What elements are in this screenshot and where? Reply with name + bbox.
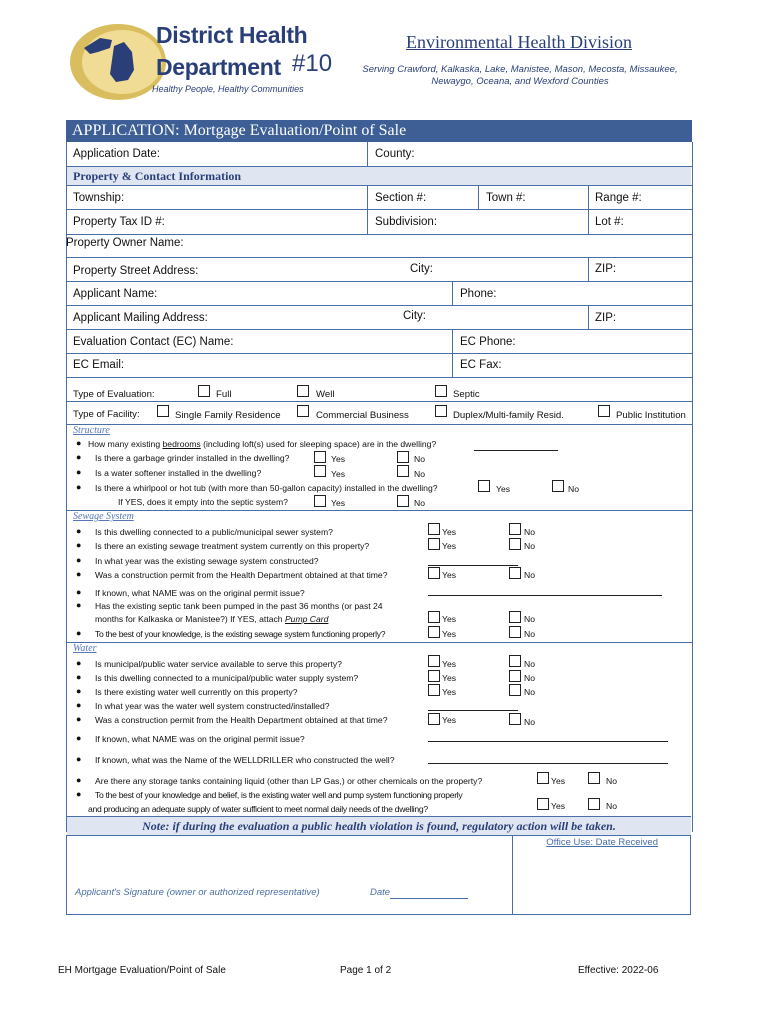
- sewage-q2-no-label: No: [524, 541, 535, 551]
- range-field[interactable]: Range #:: [595, 192, 642, 204]
- structure-q2-no-label: No: [414, 454, 425, 464]
- sewage-q7: To the best of your knowledge, is the existing sewage system functioning properly?: [95, 629, 386, 639]
- street-address-field[interactable]: Property Street Address:: [73, 265, 199, 277]
- eval-well-label: Well: [316, 389, 335, 400]
- sewage-q6a: Has the existing septic tank been pumped in the past 36 months (or past 24: [95, 601, 383, 611]
- logo-tagline: Healthy People, Healthy Communities: [152, 84, 304, 94]
- water-q9-no-checkbox[interactable]: [588, 798, 600, 810]
- footer-effective: Effective: 2022-06: [578, 965, 659, 976]
- eval-septic-label: Septic: [453, 389, 480, 400]
- water-q9-no-label: No: [606, 801, 617, 811]
- water-q8-yes-checkbox[interactable]: [537, 772, 549, 784]
- water-q3-no-checkbox[interactable]: [509, 684, 521, 696]
- violation-note: Note: if during the evaluation a public health violation is found, regulatory action will be taken.: [67, 816, 691, 836]
- structure-q3: Is a water softener installed in the dwelling?: [95, 468, 262, 478]
- sewage-q7-no-checkbox[interactable]: [509, 626, 521, 638]
- welldriller-line[interactable]: [428, 763, 668, 764]
- water-q5-no-checkbox[interactable]: [509, 713, 521, 725]
- water-q5-no-label: No: [524, 717, 535, 727]
- structure-q5-no-checkbox[interactable]: [397, 495, 409, 507]
- sewage-q1: Is this dwelling connected to a public/municipal sewer system?: [95, 527, 333, 537]
- owner-name-field[interactable]: Property Owner Name:: [66, 237, 184, 249]
- subdivision-field[interactable]: Subdivision:: [375, 216, 438, 228]
- division-title: Environmental Health Division: [406, 32, 632, 52]
- fac-duplex-label: Duplex/Multi-family Resid.: [453, 410, 564, 421]
- eval-full-label: Full: [216, 389, 232, 400]
- water-year-line[interactable]: [428, 710, 518, 711]
- water-q5-yes-label: Yes: [442, 715, 457, 725]
- sewage-q3: In what year was the existing sewage system constructed?: [95, 556, 319, 566]
- lot-field[interactable]: Lot #:: [595, 216, 624, 228]
- sewage-q6b: months for Kalkaska or Manistee?) If YES, attach Pump Card: [95, 614, 329, 624]
- water-q7: If known, what was the Name of the WELLDRILLER who constructed the well?: [95, 755, 395, 765]
- water-title: Water: [73, 643, 97, 654]
- water-q2-no-label: No: [524, 673, 535, 683]
- office-use-label: Office Use: Date Received: [546, 837, 658, 848]
- water-q2: Is this dwelling connected to a municipal/public water supply system?: [95, 673, 359, 683]
- ec-email-field[interactable]: EC Email:: [73, 359, 125, 371]
- sewage-q4-yes-checkbox[interactable]: [428, 567, 440, 579]
- fac-public-checkbox[interactable]: [598, 405, 610, 417]
- town-field[interactable]: Town #:: [486, 192, 526, 204]
- sewage-q7-no-label: No: [524, 629, 535, 639]
- zip2-field[interactable]: ZIP:: [595, 312, 617, 324]
- structure-q3-no-checkbox[interactable]: [397, 465, 409, 477]
- logo: [66, 18, 334, 102]
- sewage-q2: Is there an existing sewage treatment system currently on this property?: [95, 541, 370, 551]
- water-q5-yes-checkbox[interactable]: [428, 713, 440, 725]
- structure-q2-yes-checkbox[interactable]: [314, 451, 326, 463]
- section-field[interactable]: Section #:: [375, 192, 427, 204]
- applicant-name-field[interactable]: Applicant Name:: [73, 288, 158, 300]
- sewage-q1-no-checkbox[interactable]: [509, 523, 521, 535]
- logo-line1: District Health: [156, 22, 308, 48]
- serving-line1: Serving Crawford, Kalkaska, Lake, Manistee, Mason, Mecosta, Missaukee,: [362, 64, 678, 75]
- water-q2-yes-checkbox[interactable]: [428, 670, 440, 682]
- water-q3-yes-checkbox[interactable]: [428, 684, 440, 696]
- ec-phone-field[interactable]: EC Phone:: [460, 336, 516, 348]
- mailing-address-field[interactable]: Applicant Mailing Address:: [73, 312, 208, 324]
- structure-q1: How many existing bedrooms (including loft(s) used for sleeping space) are in the dwelling?: [88, 439, 437, 449]
- logo-line2: Department: [156, 54, 281, 80]
- structure-q4-no-checkbox[interactable]: [552, 480, 564, 492]
- sewage-q4-yes-label: Yes: [442, 570, 457, 580]
- sewage-q4: Was a construction permit from the Health Department obtained at that time?: [95, 570, 388, 580]
- structure-q5-yes-checkbox[interactable]: [314, 495, 326, 507]
- sewage-q6-no-checkbox[interactable]: [509, 611, 521, 623]
- eval-well-checkbox[interactable]: [297, 385, 309, 397]
- water-q5: Was a construction permit from the Health Department obtained at that time?: [95, 715, 388, 725]
- ec-fax-field[interactable]: EC Fax:: [460, 359, 502, 371]
- signature-label[interactable]: Applicant's Signature (owner or authorized representative): [75, 887, 320, 898]
- sewage-q4-no-checkbox[interactable]: [509, 567, 521, 579]
- date-line[interactable]: [390, 898, 468, 899]
- water-q8-no-checkbox[interactable]: [588, 772, 600, 784]
- zip-field[interactable]: ZIP:: [595, 263, 617, 275]
- structure-q5-no-label: No: [414, 498, 425, 508]
- structure-q3-yes-checkbox[interactable]: [314, 465, 326, 477]
- water-q1-yes-label: Yes: [442, 659, 457, 669]
- michigan-logo-icon: [66, 18, 166, 102]
- water-q9-yes-label: Yes: [551, 801, 566, 811]
- tax-id-field[interactable]: Property Tax ID #:: [73, 216, 165, 228]
- structure-q4: Is there a whirlpool or hot tub (with more than 50-gallon capacity) installed in the dwelling?: [95, 483, 438, 493]
- sewage-q2-yes-checkbox[interactable]: [428, 538, 440, 550]
- serving-line2: Newaygo, Oceana, and Wexford Counties: [431, 76, 609, 87]
- city-field[interactable]: City:: [410, 263, 433, 275]
- sewage-q7-yes-checkbox[interactable]: [428, 626, 440, 638]
- bedrooms-input-line[interactable]: [474, 450, 558, 451]
- city2-field[interactable]: City:: [403, 310, 426, 322]
- structure-q4-no-label: No: [568, 484, 579, 494]
- sewage-q2-yes-label: Yes: [442, 541, 457, 551]
- structure-q5-yes-label: Yes: [331, 498, 346, 508]
- water-q8: Are there any storage tanks containing liquid (other than LP Gas,) or other chemicals on the property?: [95, 776, 483, 786]
- form-title: APPLICATION: Mortgage Evaluation/Point of Sale: [66, 120, 692, 142]
- footer-left: EH Mortgage Evaluation/Point of Sale: [58, 965, 226, 976]
- sewage-q6-yes-label: Yes: [442, 614, 457, 624]
- water-q1-no-label: No: [524, 659, 535, 669]
- fac-single-label: Single Family Residence: [175, 410, 281, 421]
- water-q4: In what year was the water well system constructed/installed?: [95, 701, 330, 711]
- sewage-q1-yes-label: Yes: [442, 527, 457, 537]
- date-label[interactable]: Date: [370, 887, 391, 898]
- water-q3-no-label: No: [524, 687, 535, 697]
- eval-septic-checkbox[interactable]: [435, 385, 447, 397]
- sewage-permit-name-line[interactable]: [428, 595, 662, 596]
- water-q9b: and producing an adequate supply of water sufficient to meet normal daily needs of the dwelling?: [88, 804, 428, 814]
- water-q6: If known, what NAME was on the original permit issue?: [95, 734, 305, 744]
- sewage-year-line[interactable]: [428, 565, 518, 566]
- water-permit-name-line[interactable]: [428, 741, 668, 742]
- structure-q3-no-label: No: [414, 469, 425, 479]
- structure-q2: Is there a garbage grinder installed in the dwelling?: [95, 453, 290, 463]
- structure-q2-no-checkbox[interactable]: [397, 451, 409, 463]
- water-q3: Is there existing water well currently on this property?: [95, 687, 298, 697]
- sewage-title: Sewage System: [73, 511, 134, 522]
- township-field[interactable]: Township:: [73, 192, 125, 204]
- water-q8-no-label: No: [606, 776, 617, 786]
- water-q8-yes-label: Yes: [551, 776, 566, 786]
- phone-field[interactable]: Phone:: [460, 288, 497, 300]
- fac-commercial-label: Commercial Business: [316, 410, 409, 421]
- property-section-header: Property & Contact Information: [67, 167, 691, 185]
- structure-title: Structure: [73, 425, 110, 436]
- water-q1-no-checkbox[interactable]: [509, 655, 521, 667]
- fac-duplex-checkbox[interactable]: [435, 405, 447, 417]
- water-q1: Is municipal/public water service available to serve this property?: [95, 659, 342, 669]
- sewage-q2-no-checkbox[interactable]: [509, 538, 521, 550]
- water-q2-no-checkbox[interactable]: [509, 670, 521, 682]
- type-facility-label: Type of Facility:: [73, 409, 140, 420]
- fac-public-label: Public Institution: [616, 410, 686, 421]
- logo-number: #10: [292, 50, 333, 77]
- structure-q4-yes-checkbox[interactable]: [478, 480, 490, 492]
- sewage-q7-yes-label: Yes: [442, 629, 457, 639]
- sewage-q5: If known, what NAME was on the original permit issue?: [95, 588, 305, 598]
- sewage-q6-yes-checkbox[interactable]: [428, 611, 440, 623]
- water-q2-yes-label: Yes: [442, 673, 457, 683]
- sewage-q1-no-label: No: [524, 527, 535, 537]
- eval-full-checkbox[interactable]: [198, 385, 210, 397]
- water-q1-yes-checkbox[interactable]: [428, 655, 440, 667]
- application-date-field[interactable]: Application Date:: [73, 148, 160, 160]
- sewage-q1-yes-checkbox[interactable]: [428, 523, 440, 535]
- fac-commercial-checkbox[interactable]: [297, 405, 309, 417]
- structure-q5: If YES, does it empty into the septic system?: [118, 497, 288, 507]
- structure-q2-yes-label: Yes: [331, 454, 346, 464]
- water-q9a: To the best of your knowledge and belief, is the existing water well and pump system functioning properly: [95, 790, 463, 800]
- water-q9-yes-checkbox[interactable]: [537, 798, 549, 810]
- footer-page: Page 1 of 2: [340, 965, 392, 976]
- water-q3-yes-label: Yes: [442, 687, 457, 697]
- sewage-q6-no-label: No: [524, 614, 535, 624]
- structure-q4-yes-label: Yes: [496, 484, 511, 494]
- fac-single-checkbox[interactable]: [157, 405, 169, 417]
- type-evaluation-label: Type of Evaluation:: [73, 389, 155, 400]
- structure-q3-yes-label: Yes: [331, 469, 346, 479]
- county-field[interactable]: County:: [375, 148, 415, 160]
- ec-name-field[interactable]: Evaluation Contact (EC) Name:: [73, 336, 234, 348]
- sewage-q4-no-label: No: [524, 570, 535, 580]
